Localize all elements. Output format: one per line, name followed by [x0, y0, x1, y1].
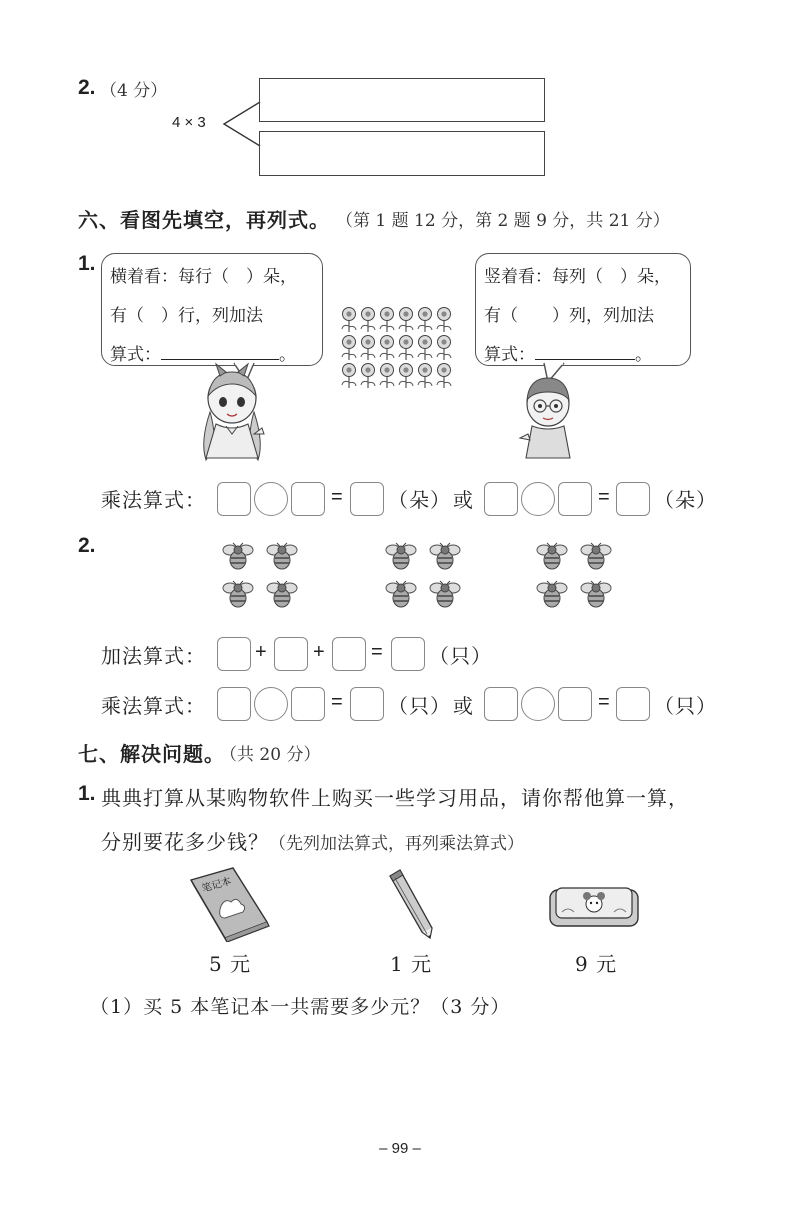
s6-q2-number: 2.: [78, 534, 96, 557]
blank-box[interactable]: [350, 687, 384, 721]
bee-group-2: [381, 540, 471, 618]
blank-box[interactable]: [484, 687, 518, 721]
bubble-left-line3: 算式：: [110, 345, 161, 365]
blank-box[interactable]: [291, 687, 325, 721]
bubble-right-line1: 竖着看：每列（ ）朵，: [484, 267, 671, 287]
unit-bee: （只）: [388, 694, 451, 718]
unit-bee: （只）: [429, 644, 492, 668]
unit-flower: （朵）: [654, 488, 717, 512]
price-pencil-case: 9 元: [575, 952, 618, 976]
price-notebook: 5 元: [209, 952, 252, 976]
notebook-label: 笔记本: [200, 876, 233, 895]
blank-box[interactable]: [291, 482, 325, 516]
girl-illustration: [196, 362, 268, 466]
blank-box[interactable]: [558, 482, 592, 516]
bubble-right-line2: 有（ ）列，列加法: [484, 306, 654, 326]
blank-box[interactable]: [484, 482, 518, 516]
blank-box[interactable]: [558, 687, 592, 721]
bubble-right-end: 。: [635, 345, 652, 365]
bubble-right-line3: 算式：: [484, 345, 535, 365]
speech-bubble-left: [101, 253, 323, 366]
operator-circle[interactable]: [521, 482, 555, 516]
equals-sign: =: [331, 691, 343, 713]
equals-sign: =: [598, 691, 610, 713]
blank-right-equation[interactable]: [535, 341, 635, 360]
s7-q1-number: 1.: [78, 782, 96, 805]
unit-bee: （只）: [654, 694, 717, 718]
s7-q1-hint: （先列加法算式，再列乘法算式）: [269, 834, 524, 854]
blank-box[interactable]: [217, 482, 251, 516]
q2-expression: 4 × 3: [172, 114, 206, 131]
blank-box[interactable]: [616, 482, 650, 516]
s7-sub1-question: （1）买 5 本笔记本一共需要多少元？（3 分）: [90, 996, 511, 1018]
s6-q1-mult-label: 乘法算式：: [101, 488, 206, 512]
pencil-case-icon: [548, 882, 642, 932]
equals-sign: =: [331, 486, 343, 508]
s6-q1-number: 1.: [78, 252, 96, 275]
s7-q1-text-line1: 典典打算从某购物软件上购买一些学习用品，请你帮他算一算，: [101, 786, 689, 810]
blank-box[interactable]: [217, 687, 251, 721]
pencil-icon: [386, 866, 438, 942]
blank-box[interactable]: [350, 482, 384, 516]
section6-points: （第 1 题 12 分，第 2 题 9 分，共 21 分）: [336, 211, 670, 231]
price-pencil: 1 元: [390, 952, 433, 976]
blank-box[interactable]: [332, 637, 366, 671]
bee-group-3: [532, 540, 622, 618]
section6-title: 六、看图先填空，再列式。: [78, 208, 330, 232]
speech-bubble-right: [475, 253, 691, 366]
blank-box[interactable]: [217, 637, 251, 671]
blank-left-equation[interactable]: [161, 341, 279, 360]
s7-q1-text-line2: 分别要花多少钱？: [101, 830, 269, 854]
blank-box[interactable]: [391, 637, 425, 671]
equals-sign: =: [371, 641, 383, 663]
q2-number: 2.: [78, 76, 96, 99]
answer-box-2[interactable]: [259, 131, 545, 176]
boy-illustration: [518, 372, 578, 462]
notebook-icon: [185, 866, 271, 942]
operator-circle[interactable]: [521, 687, 555, 721]
section7-title: 七、解决问题。: [78, 742, 225, 766]
branch-lines: [222, 96, 262, 156]
blank-box[interactable]: [274, 637, 308, 671]
plus-sign: +: [255, 641, 267, 663]
equals-sign: =: [598, 486, 610, 508]
s6-q2-mult-label: 乘法算式：: [101, 694, 206, 718]
bubble-left-line1: 横着看：每行（ ）朵，: [110, 267, 297, 287]
operator-circle[interactable]: [254, 482, 288, 516]
or-word: 或: [453, 694, 474, 718]
bubble-left-end: 。: [279, 345, 296, 365]
bee-group-1: [218, 540, 308, 618]
unit-flower: （朵）: [388, 488, 451, 512]
flower-grid-image: [340, 306, 460, 392]
s6-q2-add-label: 加法算式：: [101, 644, 206, 668]
answer-box-1[interactable]: [259, 78, 545, 122]
q2-points: （4 分）: [100, 81, 168, 101]
operator-circle[interactable]: [254, 687, 288, 721]
page-number: – 99 –: [379, 1140, 421, 1157]
or-word: 或: [453, 488, 474, 512]
plus-sign: +: [313, 641, 325, 663]
blank-box[interactable]: [616, 687, 650, 721]
s7-q1-text-line2-wrap: [101, 826, 524, 855]
section7-points: （共 20 分）: [220, 745, 321, 765]
bubble-left-line2: 有（ ）行，列加法: [110, 306, 263, 326]
